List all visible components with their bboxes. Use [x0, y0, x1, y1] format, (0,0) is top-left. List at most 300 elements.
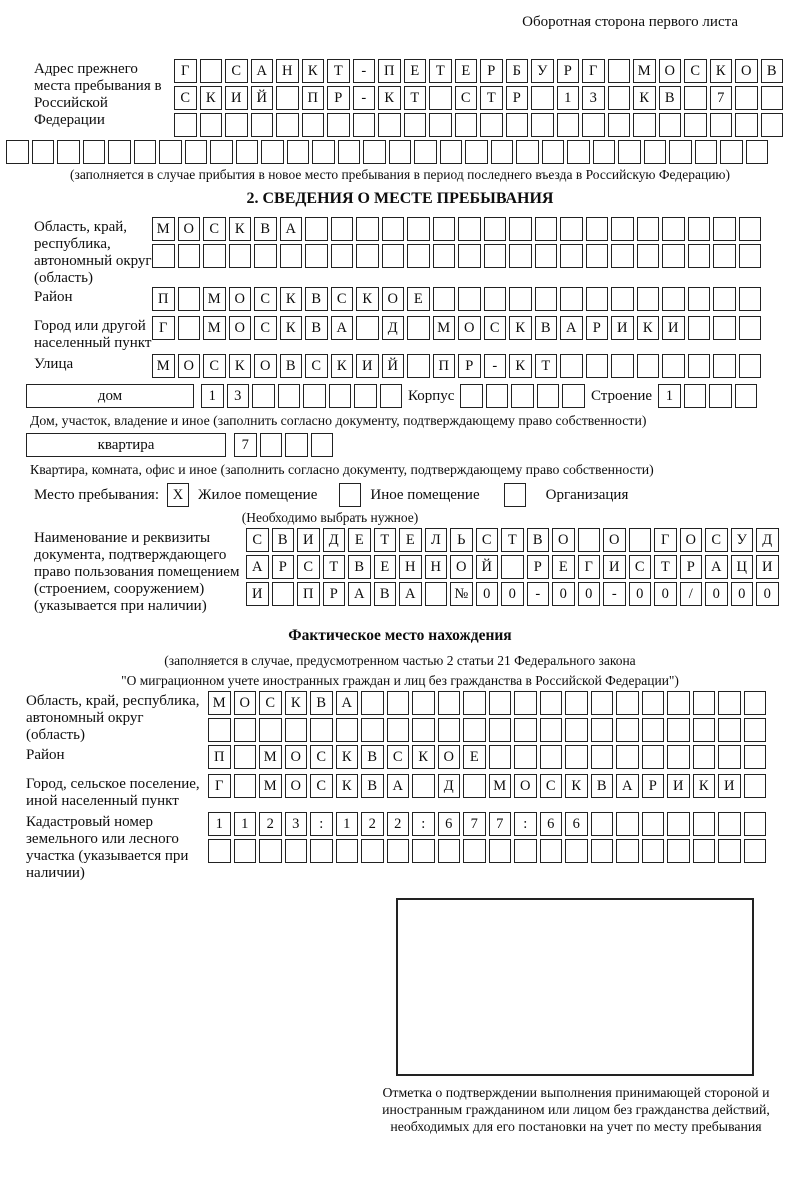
char-cell	[429, 113, 452, 137]
char-cells-row	[152, 287, 761, 311]
char-cell	[407, 244, 430, 268]
char-cell: П	[433, 354, 456, 378]
char-cell	[312, 140, 335, 164]
char-cell: Т	[654, 555, 677, 579]
char-cells-row	[174, 113, 783, 137]
char-cell: С	[305, 354, 328, 378]
char-cell	[305, 217, 328, 241]
char-cell: 0	[476, 582, 499, 606]
char-cell: В	[305, 316, 328, 340]
char-cell	[356, 316, 379, 340]
char-cells-row	[152, 354, 761, 378]
char-cell: И	[225, 86, 248, 110]
char-cell	[200, 113, 223, 137]
previous-address-grid	[174, 59, 783, 140]
char-cell	[644, 140, 667, 164]
char-cell: П	[297, 582, 320, 606]
char-cell: М	[152, 354, 175, 378]
char-cell: И	[667, 774, 690, 798]
char-cell: С	[310, 774, 333, 798]
char-cell	[688, 354, 711, 378]
char-cell: М	[259, 745, 282, 769]
char-cell	[509, 287, 532, 311]
char-cell	[491, 140, 514, 164]
char-cells-row	[208, 691, 766, 715]
char-cell	[83, 140, 106, 164]
char-cell	[637, 287, 660, 311]
char-cell	[565, 691, 588, 715]
char-cell	[261, 140, 284, 164]
char-cell	[684, 113, 707, 137]
char-cell	[616, 718, 639, 742]
char-cell: К	[331, 354, 354, 378]
char-cell: Е	[374, 555, 397, 579]
char-cell	[200, 59, 223, 83]
char-cell	[259, 839, 282, 863]
char-cell: Д	[438, 774, 461, 798]
char-cell: Т	[327, 59, 350, 83]
char-cell	[713, 217, 736, 241]
char-cell	[501, 555, 524, 579]
char-cell: И	[756, 555, 779, 579]
char-cell: Ц	[731, 555, 754, 579]
char-cell: 0	[552, 582, 575, 606]
korpus-cells	[460, 384, 585, 408]
house-number-cells	[201, 384, 402, 408]
char-cell	[688, 244, 711, 268]
char-cell	[611, 244, 634, 268]
char-cell: С	[387, 745, 410, 769]
char-cell	[565, 745, 588, 769]
char-cell	[667, 691, 690, 715]
char-cell	[234, 718, 257, 742]
char-cell: Р	[557, 59, 580, 83]
char-cell: О	[382, 287, 405, 311]
section2-title: 2. СВЕДЕНИЯ О МЕСТЕ ПРЕБЫВАНИЯ	[246, 190, 554, 207]
char-cell: М	[152, 217, 175, 241]
char-cell: :	[514, 812, 537, 836]
char-cell: А	[251, 59, 274, 83]
char-cell: :	[412, 812, 435, 836]
char-cell: Т	[374, 528, 397, 552]
actual-location-title: Фактическое место нахождения	[288, 627, 512, 644]
char-cell: Т	[501, 528, 524, 552]
char-cell: Е	[407, 287, 430, 311]
char-cell	[540, 718, 563, 742]
char-cell: В	[374, 582, 397, 606]
char-cell	[616, 691, 639, 715]
char-cell	[489, 691, 512, 715]
char-cell: У	[531, 59, 554, 83]
char-cell	[718, 745, 741, 769]
char-cell: О	[680, 528, 703, 552]
checkbox-dwelling	[167, 483, 189, 507]
char-cell	[586, 354, 609, 378]
char-cell	[565, 839, 588, 863]
char-cell	[433, 217, 456, 241]
char-cell	[744, 774, 767, 798]
field-city	[34, 316, 800, 352]
char-cell: К	[200, 86, 223, 110]
char-cell	[509, 244, 532, 268]
char-cell	[591, 718, 614, 742]
char-cell: 3	[285, 812, 308, 836]
actual-location-note-line1: (заполняется в случае, предусмотренном частью 2 статьи 21 Федерального закона	[164, 653, 636, 668]
char-cell	[311, 433, 334, 457]
char-cell: П	[378, 59, 401, 83]
stroenie-cells	[658, 384, 757, 408]
char-cell: 0	[731, 582, 754, 606]
char-cell	[380, 384, 403, 408]
char-cells-row	[208, 812, 766, 836]
char-cell	[642, 812, 665, 836]
char-cell	[713, 244, 736, 268]
fact-field-region	[26, 691, 800, 745]
char-cell: А	[336, 691, 359, 715]
char-cell: 7	[234, 433, 257, 457]
char-cell	[618, 140, 641, 164]
char-cell	[531, 113, 554, 137]
char-cell	[251, 113, 274, 137]
char-cell: 2	[387, 812, 410, 836]
char-cell	[407, 354, 430, 378]
char-cells-row	[208, 718, 766, 742]
char-cell: А	[616, 774, 639, 798]
char-cell	[713, 316, 736, 340]
char-cell: 7	[463, 812, 486, 836]
char-cell: К	[710, 59, 733, 83]
char-cell: В	[591, 774, 614, 798]
char-cell	[458, 217, 481, 241]
char-cell	[414, 140, 437, 164]
char-cell: К	[280, 316, 303, 340]
stroenie-label: Строение	[590, 388, 653, 404]
char-cell: О	[450, 555, 473, 579]
char-cell: О	[603, 528, 626, 552]
char-cell	[642, 745, 665, 769]
char-cell: 6	[565, 812, 588, 836]
char-cell: С	[254, 316, 277, 340]
char-cell	[458, 287, 481, 311]
char-cell: А	[705, 555, 728, 579]
char-cell	[735, 384, 758, 408]
char-cell	[234, 745, 257, 769]
char-cell: 0	[578, 582, 601, 606]
apartment-row	[26, 433, 800, 460]
char-cell: В	[310, 691, 333, 715]
char-cell	[438, 718, 461, 742]
char-cell: К	[412, 745, 435, 769]
char-cell: О	[659, 59, 682, 83]
char-cells-row	[152, 217, 761, 241]
char-cell: В	[254, 217, 277, 241]
char-cell	[272, 582, 295, 606]
char-cell: О	[178, 217, 201, 241]
char-cell	[407, 217, 430, 241]
char-cell	[591, 745, 614, 769]
char-cell: К	[356, 287, 379, 311]
char-cell: Л	[425, 528, 448, 552]
char-cells-row	[152, 316, 761, 340]
char-cell: С	[174, 86, 197, 110]
char-cell	[203, 244, 226, 268]
char-cell	[718, 812, 741, 836]
char-cell: Д	[756, 528, 779, 552]
char-cells-row	[174, 86, 783, 110]
char-cell	[693, 812, 716, 836]
char-cell: Т	[323, 555, 346, 579]
char-cell	[185, 140, 208, 164]
char-cell: С	[540, 774, 563, 798]
district-label: Район	[34, 289, 73, 305]
char-cell: Е	[348, 528, 371, 552]
char-cell	[662, 354, 685, 378]
field-street	[34, 354, 800, 381]
char-cell	[593, 140, 616, 164]
stay-type-label: Место пребывания:	[34, 486, 159, 503]
house-row	[26, 384, 800, 411]
char-cell	[659, 113, 682, 137]
char-cell	[735, 113, 758, 137]
char-cell: И	[718, 774, 741, 798]
char-cell: 1	[557, 86, 580, 110]
char-cell	[616, 812, 639, 836]
char-cell: К	[509, 316, 532, 340]
char-cell: О	[254, 354, 277, 378]
street-label: Улица	[34, 356, 74, 372]
char-cell	[486, 384, 509, 408]
char-cell	[389, 140, 412, 164]
char-cell	[361, 839, 384, 863]
char-cell	[739, 217, 762, 241]
char-cell: В	[761, 59, 784, 83]
char-cell	[642, 691, 665, 715]
char-cell: Т	[535, 354, 558, 378]
char-cell: 0	[705, 582, 728, 606]
char-cell	[739, 354, 762, 378]
char-cell: С	[484, 316, 507, 340]
field-region	[34, 217, 800, 287]
char-cell	[463, 839, 486, 863]
char-cell: О	[285, 774, 308, 798]
char-cell: Р	[527, 555, 550, 579]
char-cell: С	[705, 528, 728, 552]
char-cell	[108, 140, 131, 164]
char-cell	[285, 839, 308, 863]
apartment-note: Квартира, комната, офис и иное (заполнить согласно документу, подтверждающему право собственности)	[30, 462, 654, 477]
char-cell	[560, 354, 583, 378]
previous-address-label: Адрес прежнего места пребывания в Российской Федерации	[34, 61, 162, 128]
char-cell	[514, 745, 537, 769]
char-cell	[361, 691, 384, 715]
char-cell	[382, 244, 405, 268]
char-cell: :	[310, 812, 333, 836]
char-cell	[287, 140, 310, 164]
char-cell	[278, 384, 301, 408]
char-cell: Г	[582, 59, 605, 83]
char-cell	[567, 140, 590, 164]
char-cell	[662, 287, 685, 311]
char-cell	[234, 839, 257, 863]
char-cell: К	[280, 287, 303, 311]
char-cell	[560, 244, 583, 268]
char-cell	[633, 113, 656, 137]
char-cell: Р	[586, 316, 609, 340]
char-cell	[489, 718, 512, 742]
char-cell: Г	[174, 59, 197, 83]
checkbox-organization	[504, 483, 526, 507]
char-cell: В	[535, 316, 558, 340]
char-cell	[463, 718, 486, 742]
char-cell	[744, 691, 767, 715]
char-cell	[669, 140, 692, 164]
char-cell: С	[225, 59, 248, 83]
char-cell	[465, 140, 488, 164]
char-cell	[356, 244, 379, 268]
char-cell: П	[302, 86, 325, 110]
char-cell: Н	[425, 555, 448, 579]
char-cell: К	[336, 774, 359, 798]
char-cell	[642, 839, 665, 863]
stay-type-note: (Необходимо выбрать нужное)	[241, 510, 419, 525]
char-cells-row	[208, 839, 766, 863]
region-label: Область, край, республика, автономный округ (область)	[34, 219, 152, 286]
char-cell: 3	[582, 86, 605, 110]
organization-option-label: Организация	[545, 486, 629, 503]
checkbox-dwelling-mark: X	[172, 486, 184, 503]
char-cell	[746, 140, 769, 164]
char-cell	[412, 718, 435, 742]
char-cell	[276, 86, 299, 110]
char-cell	[667, 812, 690, 836]
char-cell	[693, 745, 716, 769]
char-cell	[693, 839, 716, 863]
char-cell	[210, 140, 233, 164]
char-cell: С	[331, 287, 354, 311]
char-cell	[208, 718, 231, 742]
fact-district-label: Район	[26, 747, 65, 763]
char-cell	[361, 718, 384, 742]
char-cell	[739, 316, 762, 340]
char-cell	[688, 316, 711, 340]
char-cell	[229, 244, 252, 268]
char-cell: И	[611, 316, 634, 340]
char-cell	[159, 140, 182, 164]
char-cell: С	[684, 59, 707, 83]
char-cell: К	[229, 217, 252, 241]
char-cell: 6	[438, 812, 461, 836]
document-label: Наименование и реквизиты документа, подтверждающего право пользования помещением (строением, сооружением) (указывается при наличии)	[34, 530, 240, 614]
char-cell: 1	[234, 812, 257, 836]
char-cell: 0	[654, 582, 677, 606]
char-cell: Т	[429, 59, 452, 83]
char-cell: К	[302, 59, 325, 83]
char-cell: О	[234, 691, 257, 715]
char-cell	[463, 691, 486, 715]
char-cell: К	[693, 774, 716, 798]
field-district	[34, 287, 800, 314]
fact-field-city	[26, 774, 800, 810]
char-cells-row	[246, 555, 779, 579]
char-cell: В	[348, 555, 371, 579]
char-cell: Р	[680, 555, 703, 579]
char-cell: 0	[501, 582, 524, 606]
char-cell	[407, 316, 430, 340]
char-cell	[338, 140, 361, 164]
char-cell: Е	[552, 555, 575, 579]
char-cell	[354, 384, 377, 408]
previous-address-extra-row	[6, 140, 800, 164]
char-cell: О	[514, 774, 537, 798]
char-cell	[535, 244, 558, 268]
korpus-label: Корпус	[408, 388, 455, 404]
char-cell: К	[565, 774, 588, 798]
char-cells-row	[174, 59, 783, 83]
char-cell	[535, 217, 558, 241]
char-cell	[32, 140, 55, 164]
char-cells-row	[246, 582, 779, 606]
char-cell: С	[203, 354, 226, 378]
char-cell: К	[637, 316, 660, 340]
char-cell	[208, 839, 231, 863]
char-cell	[586, 244, 609, 268]
other-premises-option-label: Иное помещение	[370, 486, 480, 503]
char-cell: И	[356, 354, 379, 378]
char-cell	[540, 691, 563, 715]
previous-address-note: (заполняется в случае прибытия в новое место пребывания в период последнего въезда в Российскую Федерацию)	[69, 167, 731, 182]
char-cell: В	[280, 354, 303, 378]
char-cell	[710, 113, 733, 137]
char-cell: Г	[152, 316, 175, 340]
char-cell: О	[458, 316, 481, 340]
char-cell	[506, 113, 529, 137]
char-cell	[440, 140, 463, 164]
char-cell: 7	[710, 86, 733, 110]
char-cell	[336, 718, 359, 742]
char-cell	[531, 86, 554, 110]
char-cell: О	[552, 528, 575, 552]
char-cell: И	[297, 528, 320, 552]
char-cell	[484, 287, 507, 311]
char-cell	[540, 745, 563, 769]
char-cell	[582, 113, 605, 137]
char-cell: К	[285, 691, 308, 715]
char-cells-row	[208, 774, 766, 798]
char-cell	[693, 691, 716, 715]
char-cell	[178, 244, 201, 268]
char-cell	[744, 745, 767, 769]
house-note: Дом, участок, владение и иное (заполнить согласно документу, подтверждающему право собственности)	[30, 413, 647, 428]
char-cell: А	[246, 555, 269, 579]
char-cell: Т	[404, 86, 427, 110]
char-cell	[327, 113, 350, 137]
char-cell: А	[331, 316, 354, 340]
char-cell	[718, 691, 741, 715]
char-cell: -	[353, 86, 376, 110]
char-cell: №	[450, 582, 473, 606]
char-cell	[718, 718, 741, 742]
char-cell	[662, 244, 685, 268]
char-cell: М	[259, 774, 282, 798]
char-cell: О	[438, 745, 461, 769]
char-cell	[254, 244, 277, 268]
char-cell	[455, 113, 478, 137]
char-cell: М	[633, 59, 656, 83]
char-cell	[562, 384, 585, 408]
char-cell	[458, 244, 481, 268]
char-cell	[591, 691, 614, 715]
char-cell	[667, 745, 690, 769]
